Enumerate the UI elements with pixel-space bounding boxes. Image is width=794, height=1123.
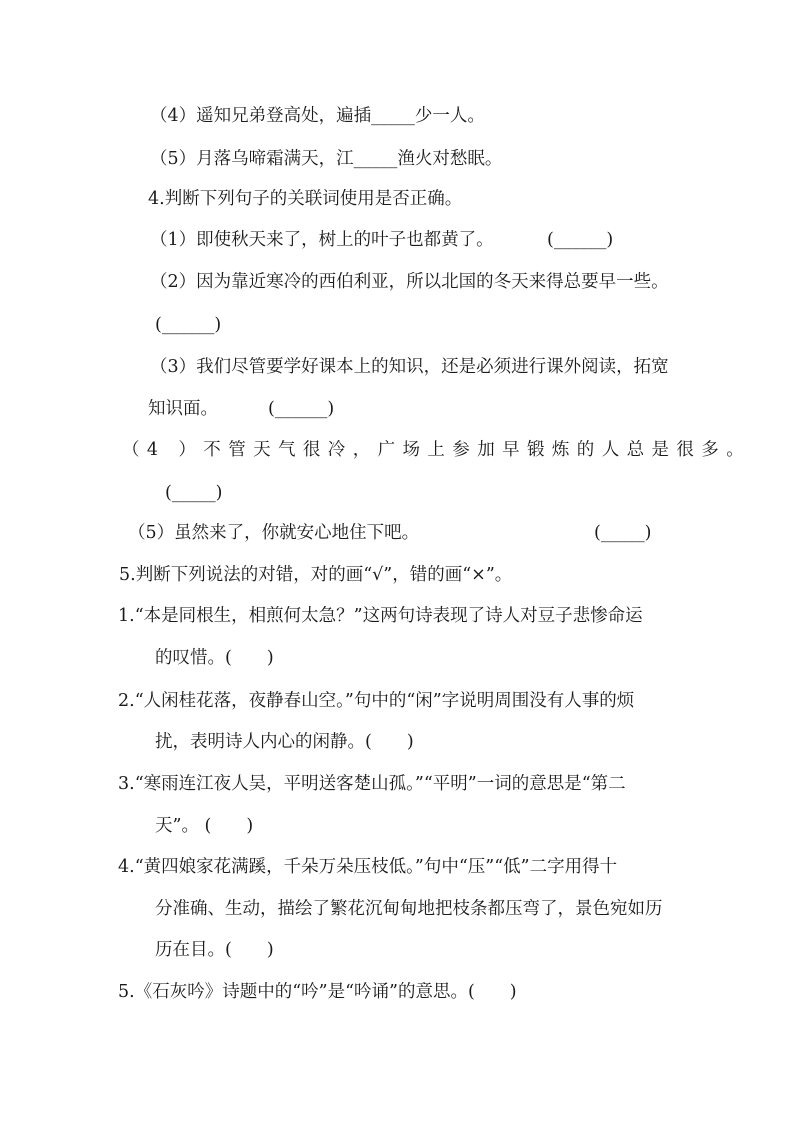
q4-sentence-4: （4 ）不管天气很冷，广场上参加早锻炼的人总是很多。 — [122, 440, 752, 460]
question-4-heading: 4.判断下列句子的关联词使用是否正确。 — [148, 189, 463, 209]
q5-item-3: 3.“寒雨连江夜人吴，平明送客楚山孤。”“平明”一词的意思是“第二 — [118, 774, 626, 794]
poem-fill-4: （4）遥知兄弟登高处，遍插_____少一人。 — [150, 106, 485, 126]
q4-sentence-3: （3）我们尽管要学好课本上的知识，还是必须进行课外阅读，拓宽 — [150, 357, 669, 377]
q4-sentence-1: （1）即使秋天来了，树上的叶子也都黄了。 — [150, 230, 494, 250]
poem-fill-5: （5）月落乌啼霜满天，江_____渔火对愁眠。 — [150, 149, 503, 169]
q5-item-1-cont: 的叹惜。( ) — [155, 648, 274, 668]
q4-answer-3: (______) — [268, 399, 335, 419]
q5-item-2: 2.“人闲桂花落，夜静春山空。”句中的“闲”字说明周围没有人事的烦 — [118, 691, 635, 711]
q5-item-5: 5.《石灰吟》诗题中的“吟”是“吟诵”的意思。( ) — [118, 982, 517, 1002]
q5-item-2-cont: 扰，表明诗人内心的闲静。( ) — [155, 732, 414, 752]
q5-item-4-cont: 分准确、生动，描绘了繁花沉甸甸地把枝条都压弯了，景色宛如历 — [155, 899, 663, 919]
q4-answer-2: (______) — [155, 315, 222, 335]
q4-sentence-5: （5）虽然来了，你就安心地住下吧。 — [128, 523, 420, 543]
q5-item-3-cont: 天”。 ( ) — [155, 816, 254, 836]
q4-answer-1: (______) — [547, 230, 614, 250]
q4-sentence-3-cont: 知识面。 — [148, 399, 218, 419]
q4-answer-5: (_____) — [594, 523, 652, 543]
q4-sentence-2: （2）因为靠近寒冷的西伯利亚，所以北国的冬天来得总要早一些。 — [150, 272, 669, 292]
q5-item-4-cont-2: 历在目。( ) — [155, 940, 274, 960]
q4-answer-4: (_____) — [165, 483, 223, 503]
q5-item-4: 4.“黄四娘家花满蹊，千朵万朵压枝低。”句中“压”“低”二字用得十 — [118, 857, 618, 877]
q5-item-1: 1.“本是同根生，相煎何太急？”这两句诗表现了诗人对豆子悲惨命运 — [118, 606, 643, 626]
question-5-heading: 5.判断下列说法的对错，对的画“√”，错的画“×”。 — [119, 565, 513, 585]
